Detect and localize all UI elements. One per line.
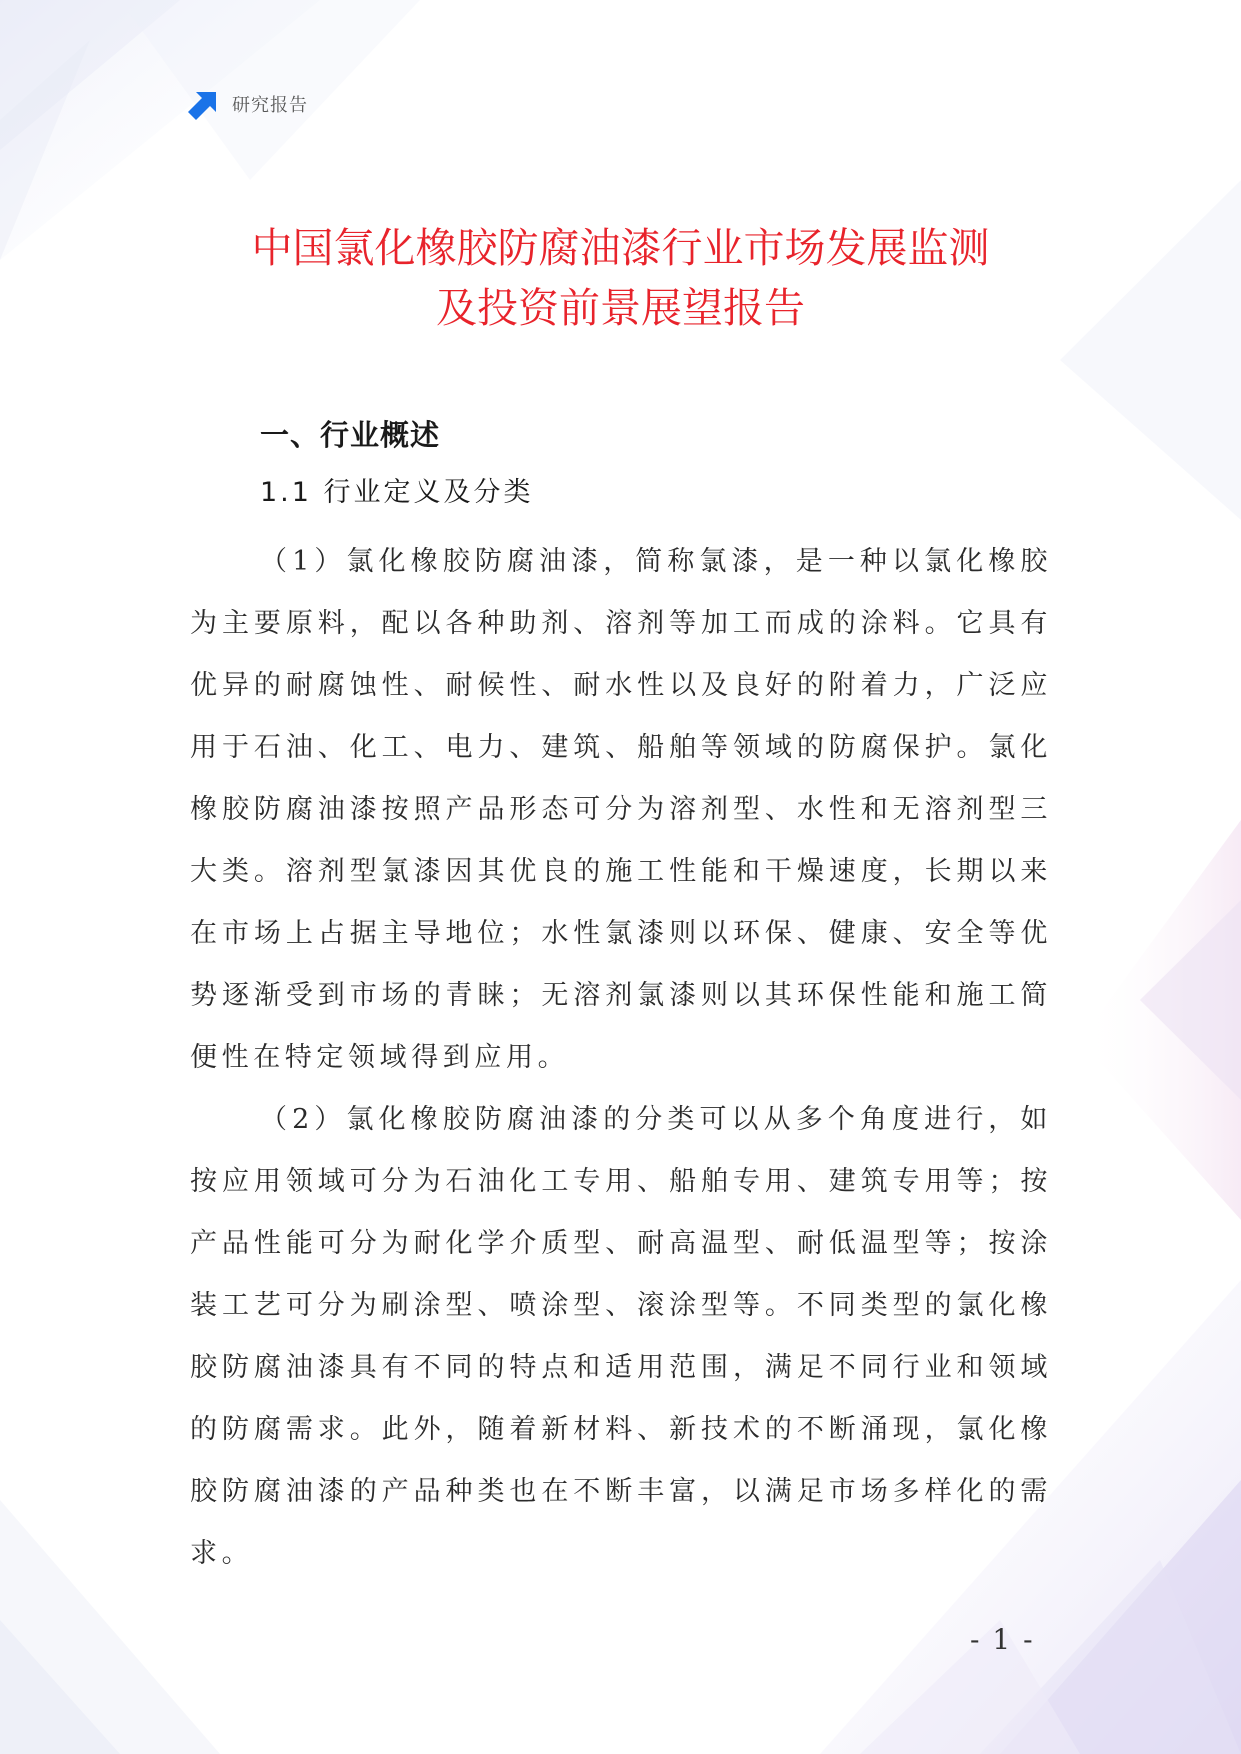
document-title <box>120 218 1121 338</box>
title-line-1: 中国氯化橡胶防腐油漆行业市场发展监测 <box>251 224 990 272</box>
paragraph-2: （2）氯化橡胶防腐油漆的分类可以从多个角度进行，如按应用领域可分为石油化工专用、船舶专用、建筑专用等；按产品性能可分为耐化学介质型、耐高温型、耐低温型等；按涂装工艺可分为刷涂型、喷涂型、滚涂型等。不同类型的氯化橡胶防腐油漆具有不同的特点和适用范围，满足不同行业和领域的防腐需求。此外，随着新材料、新技术的不断涌现，氯化橡胶防腐油漆的产品种类也在不断丰富，以满足市场多样化的需求。 <box>190 1104 1052 1569</box>
arrow-up-right-icon <box>188 88 220 120</box>
title-line-2: 及投资前景展望报告 <box>436 284 805 332</box>
paragraph-1: （1）氯化橡胶防腐油漆，简称氯漆，是一种以氯化橡胶为主要原料，配以各种助剂、溶剂等加工而成的涂料。它具有优异的耐腐蚀性、耐候性、耐水性以及良好的附着力，广泛应用于石油、化工、电力、建筑、船舶等领域的防腐保护。氯化橡胶防腐油漆按照产品形态可分为溶剂型、水性和无溶剂型三大类。溶剂型氯漆因其优良的施工性能和干燥速度，长期以来在市场上占据主导地位；水性氯漆则以环保、健康、安全等优势逐渐受到市场的青睐；无溶剂氯漆则以其环保性能和施工简便性在特定领域得到应用。 <box>190 546 1052 1073</box>
report-header <box>188 88 308 120</box>
subsection-heading: 1.1 行业定义及分类 <box>260 477 534 508</box>
page-number: - 1 - <box>970 1623 1035 1656</box>
header-label: 研究报告 <box>232 95 308 116</box>
section-heading: 一、行业概述 <box>260 418 441 452</box>
document-body <box>190 415 1052 1585</box>
